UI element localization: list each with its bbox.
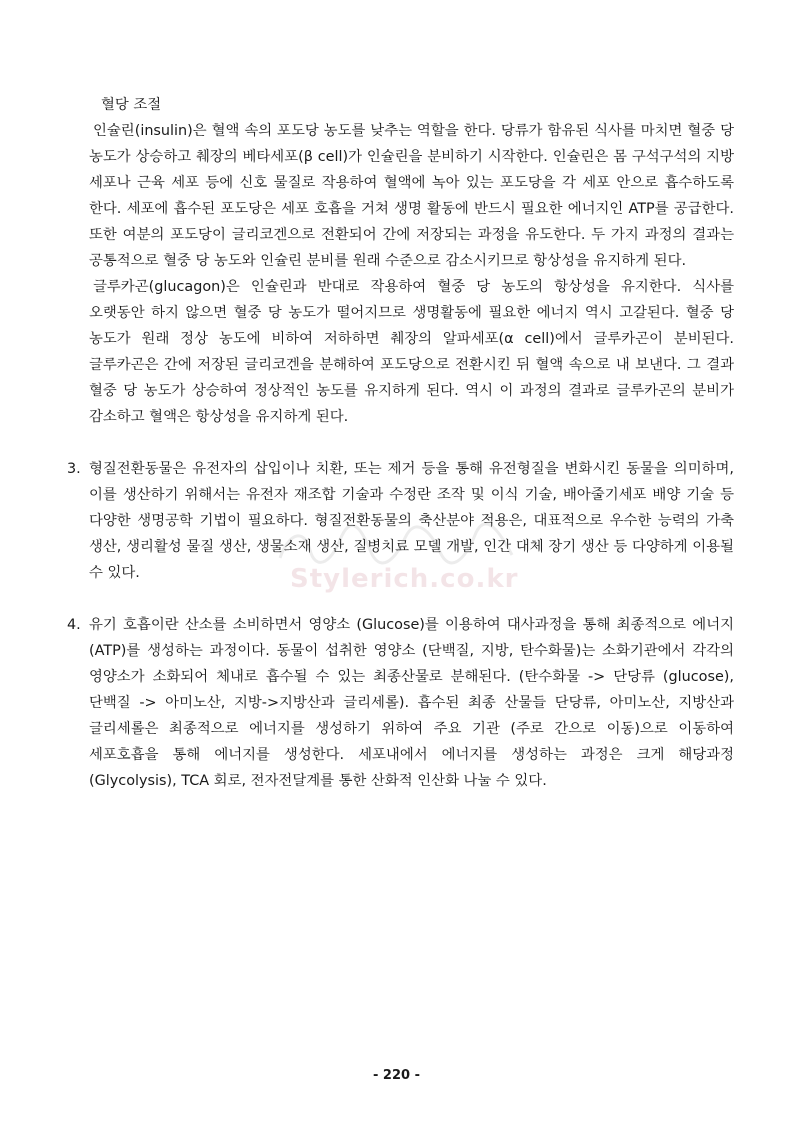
list-item-text: 유기 호흡이란 산소를 소비하면서 영양소 (Glucose)를 이용하여 대사과정을 통해 최종적으로 에너지 (ATP)를 생성하는 과정이다. 동물이 섭취한 영양소 (단백질, 지방, 탄수화물)는 소화기관에서 각각의 영양소가 소화되어 체내로 흡수될 수 있는 최종산물로 분해된다. (탄수화물 -> 단당류 (glucose), 단백질 -> 아미노산, 지방->지방산과 글리세롤). 흡수된 최종 산물들 단당류, 아미노산, 지방산과 글리세롤은 최종적으로 에너지를 생성하기 위하여 주요 기관 (주로 간으로 이동)으로 이동하여 세포호흡을 통해 에너지를 생성한다. 세포내에서 에너지를 생성하는 과정은 크게 해당과정 (Glycolysis), TCA 회로, 전자전달계를 통한 산화적 인산화 나눌 수 있다. [89,617,734,789]
list-item [67,612,734,794]
list-item-number: 3. [67,461,81,477]
list-item-number: 4. [67,617,81,633]
page-content [67,92,734,794]
page-number: - 220 - [373,1068,420,1083]
numbered-list [67,456,734,794]
insulin-paragraph: 인슐린(insulin)은 혈액 속의 포도당 농도를 낮추는 역할을 한다. 당류가 함유된 식사를 마치면 혈중 당 농도가 상승하고 췌장의 베타세포(β cell)가 인슐린을 분비하기 시작한다. 인슐린은 몸 구석구석의 지방 세포나 근육 세포 등에 신호 물질로 작용하여 혈액에 녹아 있는 포도당을 각 세포 안으로 흡수하도록 한다. 세포에 흡수된 포도당은 세포 호흡을 거쳐 생명 활동에 반드시 필요한 에너지인 ATP를 공급한다. 또한 여분의 포도당이 글리코겐으로 전환되어 간에 저장되는 과정을 유도한다. 두 가지 과정의 결과는 공통적으로 혈중 당 농도와 인슐린 분비를 원래 수준으로 감소시키므로 항상성을 유지하게 된다. [89,123,734,269]
watermark-text: Stylerich.co.kr [290,564,519,594]
glucagon-paragraph: 글루카곤(glucagon)은 인슐린과 반대로 작용하여 혈중 당 농도의 항상성을 유지한다. 식사를 오랫동안 하지 않으면 혈중 당 농도가 떨어지므로 생명활동에 필요한 에너지 역시 고갈된다. 혈중 당 농도가 원래 정상 농도에 비하여 저하하면 췌장의 알파세포(α cell)에서 글루카곤이 분비된다. 글루카곤은 간에 저장된 글리코겐을 분해하여 포도당으로 전환시킨 뒤 혈액 속으로 내 보낸다. 그 결과 혈중 당 농도가 상승하여 정상적인 농도를 유지하게 된다. 역시 이 과정의 결과로 글루카곤의 분비가 감소하고 혈액은 항상성을 유지하게 된다. [89,279,734,425]
section-heading: 혈당 조절 [101,97,162,113]
list-item [67,456,734,586]
list-item-text: 형질전환동물은 유전자의 삽입이나 치환, 또는 제거 등을 통해 유전형질을 변화시킨 동물을 의미하며, 이를 생산하기 위해서는 유전자 재조합 기술과 수정란 조작 및 이식 기술, 배아줄기세포 배양 기술 등 다양한 생명공학 기법이 필요하다. 형질전환동물의 축산분야 적용은, 대표적으로 우수한 능력의 가축 생산, 생리활성 물질 생산, 생물소재 생산, 질병치료 모델 개발, 인간 대체 장기 생산 등 다양하게 이용될 수 있다. [89,461,734,581]
